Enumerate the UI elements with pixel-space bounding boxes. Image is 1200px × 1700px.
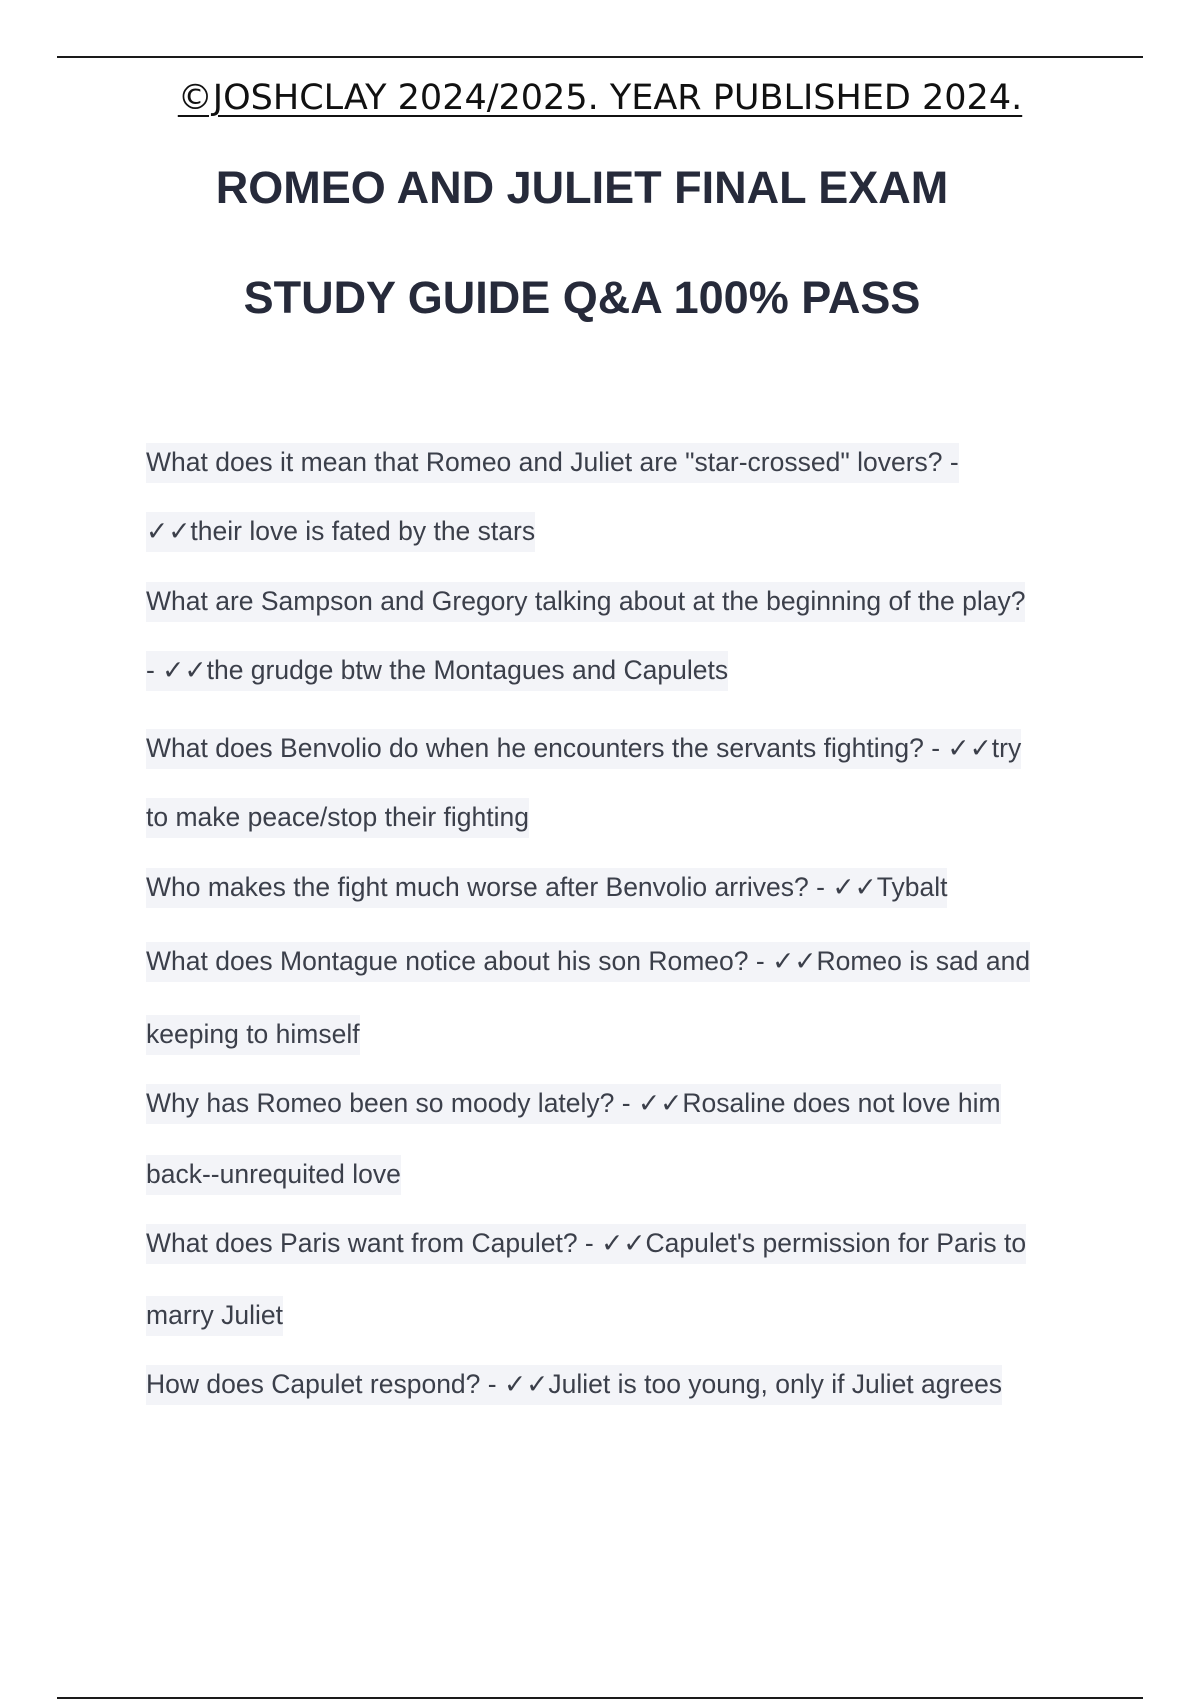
qa-line-text: What does Paris want from Capulet? - ✓✓Capulet's permission for Paris to [146,1224,1026,1264]
qa-line-text: What does Benvolio do when he encounters the servants fighting? - ✓✓try [146,729,1021,769]
qa-line [146,516,535,547]
qa-line [146,1300,283,1331]
qa-line [146,586,1025,617]
qa-line-text: ✓✓their love is fated by the stars [146,512,535,552]
qa-line-text: What does it mean that Romeo and Juliet are "star-crossed" lovers? - [146,443,959,483]
bottom-rule [57,1697,1143,1699]
qa-line [146,1159,401,1190]
qa-line [146,1019,360,1050]
qa-line [146,447,959,478]
qa-line [146,802,529,833]
document-title-line-1: ROMEO AND JULIET FINAL EXAM [215,162,949,213]
qa-line-text: marry Juliet [146,1296,283,1336]
copyright-header [0,78,1200,118]
qa-line-text: to make peace/stop their fighting [146,798,529,838]
qa-line-text: What are Sampson and Gregory talking about at the beginning of the play? [146,582,1025,622]
qa-line [146,1228,1026,1259]
copyright-text: ©JOSHCLAY 2024/2025. YEAR PUBLISHED 2024. [177,78,1023,118]
qa-line [146,946,1030,977]
qa-line-text: Who makes the fight much worse after Benvolio arrives? - ✓✓Tybalt [146,868,947,908]
qa-line-text: Why has Romeo been so moody lately? - ✓✓Rosaline does not love him [146,1084,1001,1124]
qa-line [146,1369,1002,1400]
qa-line-text: - ✓✓the grudge btw the Montagues and Capulets [146,651,728,691]
qa-line-text: What does Montague notice about his son Romeo? - ✓✓Romeo is sad and [146,942,1030,982]
qa-line [146,1088,1001,1119]
qa-line-text: How does Capulet respond? - ✓✓Juliet is too young, only if Juliet agrees [146,1365,1002,1405]
qa-line [146,733,1021,764]
qa-line-text: keeping to himself [146,1015,360,1055]
document-title-line-2: STUDY GUIDE Q&A 100% PASS [243,272,921,323]
top-rule [57,56,1143,58]
qa-line [146,655,728,686]
qa-line [146,872,947,903]
qa-line-text: back--unrequited love [146,1155,401,1195]
